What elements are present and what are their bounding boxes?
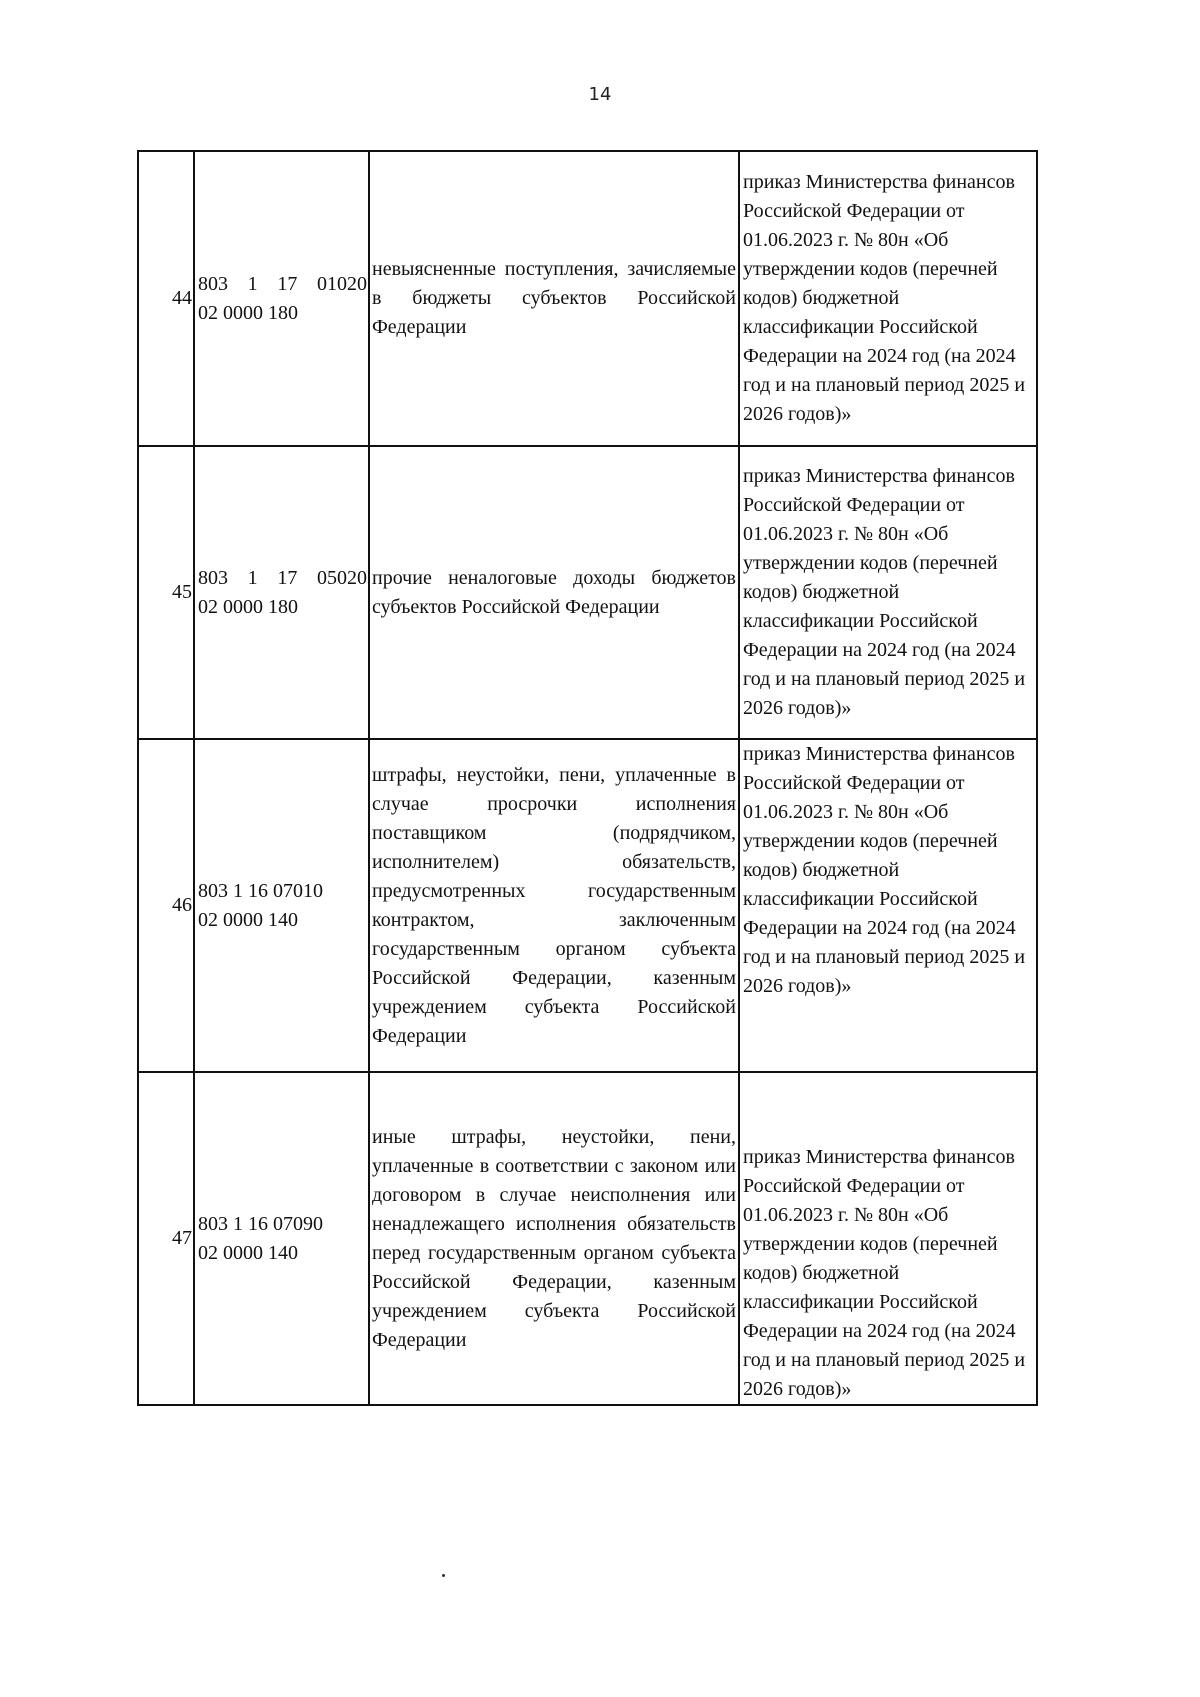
budget-code-line2: 02 0000 140: [198, 1241, 298, 1264]
budget-code-line1: 803 1 16 07090: [198, 1212, 323, 1235]
row-number: 44: [138, 151, 194, 446]
budget-code-line2: 02 0000 180: [198, 595, 298, 618]
income-description: прочие неналоговые доходы бюджетов субъектов Российской Федерации: [369, 446, 739, 739]
legal-basis: приказ Министерства финансов Российской Федерации от 01.06.2023 г. № 80н «Об утверждении кодов (перечней кодов) бюджетной классификации Российской Федерации на 2024 год (на 2024 год и на плановый период 2025 и 2026 годов)»: [739, 446, 1037, 739]
page-number: 14: [588, 84, 612, 105]
income-description: невыясненные поступления, зачисляемые в бюджеты субъектов Российской Федерации: [369, 151, 739, 446]
table-row: [138, 1072, 1037, 1405]
table-row: [138, 446, 1037, 739]
budget-code-line2: 02 0000 180: [198, 301, 298, 324]
income-description: иные штрафы, неустойки, пени, уплаченные в соответствии с законом или договором в случае неисполнения или ненадлежащего исполнения обязательств перед государственным органом субъекта Российской Федерации, казенным учреждением субъекта Российской Федерации: [369, 1072, 739, 1405]
income-description: штрафы, неустойки, пени, уплаченные в случае просрочки исполнения поставщиком (подрядчиком, исполнителем) обязательств, предусмотренных государственным контрактом, заключенным государственным органом субъекта Российской Федерации, казенным учреждением субъекта Российской Федерации: [369, 739, 739, 1072]
legal-basis: приказ Министерства финансов Российской Федерации от 01.06.2023 г. № 80н «Об утверждении кодов (перечней кодов) бюджетной классификации Российской Федерации на 2024 год (на 2024 год и на плановый период 2025 и 2026 годов)»: [739, 151, 1037, 446]
row-number: 47: [138, 1072, 194, 1405]
legal-basis: приказ Министерства финансов Российской Федерации от 01.06.2023 г. № 80н «Об утверждении кодов (перечней кодов) бюджетной классификации Российской Федерации на 2024 год (на 2024 год и на плановый период 2025 и 2026 годов)»: [739, 739, 1037, 1072]
table-row: [138, 739, 1037, 1072]
budget-codes-table: [137, 150, 1038, 1406]
budget-code-cell: [194, 1072, 369, 1405]
budget-code-line1: 803 1 17 05020: [198, 566, 367, 589]
budget-code-cell: [194, 739, 369, 1072]
table-row: [138, 151, 1037, 446]
row-number: 46: [138, 739, 194, 1072]
row-number: 45: [138, 446, 194, 739]
budget-code-line2: 02 0000 140: [198, 908, 298, 931]
budget-code-cell: [194, 446, 369, 739]
budget-code-cell: [194, 151, 369, 446]
scan-speck: [442, 1574, 445, 1577]
budget-code-line1: 803 1 17 01020: [198, 272, 367, 295]
budget-code-line1: 803 1 16 07010: [198, 879, 323, 902]
legal-basis: приказ Министерства финансов Российской Федерации от 01.06.2023 г. № 80н «Об утверждении кодов (перечней кодов) бюджетной классификации Российской Федерации на 2024 год (на 2024 год и на плановый период 2025 и 2026 годов)»: [739, 1072, 1037, 1405]
